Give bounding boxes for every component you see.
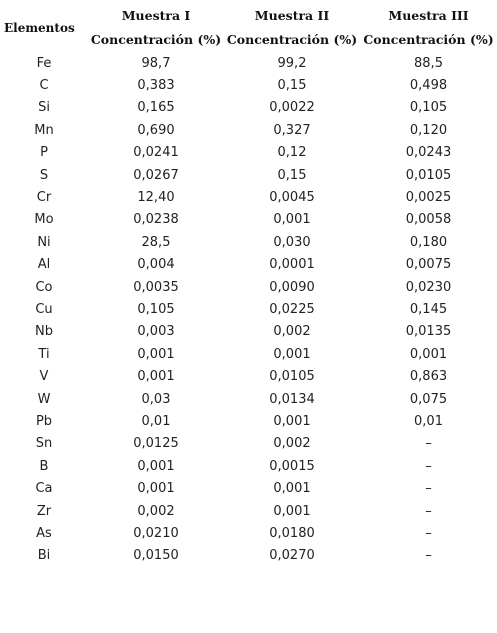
element-symbol: Si [38,100,50,116]
concentration-cell-sample-1: 0,01 [141,413,171,429]
element-symbol-cell [0,186,88,208]
concentration-cell-sample-2: 0,030 [273,234,311,250]
concentration-cell-sample-3: 0,105 [409,100,448,116]
element-symbol-cell [0,545,88,567]
table-row [0,231,497,253]
element-symbol: Ni [37,234,51,250]
element-symbol: C [39,78,49,94]
column-header-sample-3: Muestra III [388,8,469,23]
concentration-cell-sample-1: 0,0125 [133,436,179,452]
table-row [0,388,497,410]
table-row [0,209,497,231]
concentration-cell-sample-1: 0,0241 [133,145,179,161]
element-symbol-cell [0,522,88,544]
concentration-cell-sample-2: 0,001 [273,413,311,429]
concentration-cell-sample-1: 28,5 [141,234,171,250]
element-symbol: W [37,391,51,407]
concentration-cell-sample-1: 0,0238 [133,212,179,228]
concentration-cell-sample-3: – [425,481,432,497]
concentration-cell-sample-2: 0,15 [277,78,307,94]
table-row [0,186,497,208]
table-row [0,477,497,499]
element-symbol: As [36,525,52,541]
concentration-cell-sample-3: 0,01 [414,413,443,429]
element-symbol: Ti [38,346,50,362]
element-symbol: Cr [36,190,52,206]
concentration-cell-sample-3: 0,498 [409,78,448,94]
table-row [0,410,497,432]
table-row [0,522,497,544]
concentration-cell-sample-3: 0,145 [409,301,448,317]
concentration-cell-sample-1: 0,0150 [133,548,179,564]
column-subheader-sample-3: Concentración (%) [363,32,494,47]
element-symbol-cell [0,276,88,298]
concentration-cell-sample-3: 0,0025 [405,190,452,206]
element-symbol: Mn [34,122,54,138]
table-row [0,97,497,119]
concentration-cell-sample-1: 0,0210 [133,525,179,541]
column-subheader-sample-1: Concentración (%) [90,32,222,47]
element-symbol: Al [37,257,51,273]
element-symbol-cell [0,231,88,253]
element-symbol-cell [0,455,88,477]
concentration-cell-sample-3: – [425,503,432,519]
element-symbol-cell [0,97,88,119]
concentration-cell-sample-1: 0,105 [137,301,175,317]
composition-table [0,4,497,567]
concentration-cell-sample-3: 0,0105 [405,167,452,183]
concentration-cell-sample-2: 0,001 [273,212,311,228]
concentration-cell-sample-1: 0,383 [137,78,175,94]
element-symbol-cell [0,321,88,343]
table-body [0,52,497,567]
concentration-cell-sample-2: 0,0001 [269,257,315,273]
element-symbol-cell [0,74,88,96]
table-row [0,343,497,365]
concentration-cell-sample-3: 0,0230 [405,279,452,295]
element-symbol-cell [0,142,88,164]
element-symbol: V [39,369,49,385]
concentration-cell-sample-1: 0,001 [137,481,175,497]
element-symbol: Ca [35,481,53,497]
concentration-cell-sample-2: 0,001 [273,346,311,362]
table-row [0,298,497,320]
concentration-cell-sample-2: 0,0022 [269,100,315,116]
element-symbol: Zr [36,503,52,519]
element-symbol-cell [0,500,88,522]
element-symbol-cell [0,209,88,231]
table-row [0,500,497,522]
table-row [0,74,497,96]
table-row [0,119,497,141]
concentration-cell-sample-3: 0,0135 [405,324,452,340]
concentration-cell-sample-2: 0,002 [273,324,311,340]
concentration-cell-sample-2: 0,0045 [269,190,315,206]
concentration-cell-sample-2: 0,327 [273,122,311,138]
concentration-cell-sample-1: 0,0267 [133,167,179,183]
table-row [0,321,497,343]
table-row [0,545,497,567]
concentration-cell-sample-3: 0,075 [409,391,448,407]
concentration-cell-sample-3: 0,0243 [405,145,452,161]
element-symbol: Cu [35,301,53,317]
concentration-cell-sample-2: 0,0015 [269,458,315,474]
concentration-cell-sample-1: 0,001 [137,458,175,474]
concentration-cell-sample-2: 0,0105 [269,369,315,385]
concentration-cell-sample-1: 0,690 [137,122,175,138]
concentration-cell-sample-2: 99,2 [277,55,307,71]
concentration-cell-sample-3: – [425,436,432,452]
concentration-cell-sample-1: 0,001 [137,346,175,362]
concentration-cell-sample-3: – [425,525,432,541]
table-row [0,276,497,298]
element-symbol-cell [0,254,88,276]
concentration-cell-sample-2: 0,001 [273,481,311,497]
concentration-cell-sample-1: 0,0035 [133,279,179,295]
element-symbol-cell [0,298,88,320]
concentration-cell-sample-1: 0,001 [137,369,175,385]
concentration-cell-sample-1: 0,004 [137,257,175,273]
concentration-cell-sample-3: 0,180 [409,234,448,250]
element-symbol: Co [35,279,53,295]
element-symbol: Nb [35,324,53,340]
concentration-cell-sample-1: 0,002 [137,503,175,519]
element-symbol-cell [0,365,88,387]
concentration-cell-sample-1: 98,7 [141,55,171,71]
element-symbol: Fe [36,55,52,71]
concentration-cell-sample-3: 88,5 [414,55,443,71]
column-header-sample-2: Muestra II [254,8,330,23]
table-row [0,164,497,186]
element-symbol: P [40,145,48,161]
concentration-cell-sample-3: 0,001 [409,346,448,362]
concentration-cell-sample-2: 0,0090 [269,279,315,295]
column-header-sample-1: Muestra I [121,8,191,23]
element-symbol: Mo [34,212,54,228]
element-symbol: Sn [35,436,53,452]
table-row [0,455,497,477]
concentration-cell-sample-3: 0,120 [409,122,448,138]
concentration-cell-sample-1: 0,165 [137,100,175,116]
concentration-cell-sample-2: 0,002 [273,436,311,452]
column-subheader-sample-2: Concentración (%) [226,32,358,47]
element-symbol-cell [0,477,88,499]
element-symbol: S [39,167,49,183]
element-symbol-cell [0,52,88,74]
table-row [0,142,497,164]
concentration-cell-sample-1: 12,40 [137,190,175,206]
table-row [0,365,497,387]
concentration-cell-sample-2: 0,0270 [269,548,315,564]
concentration-cell-sample-3: – [425,458,432,474]
element-symbol-cell [0,164,88,186]
table-row [0,52,497,74]
element-symbol: Bi [37,548,51,564]
header-row-samples [0,4,497,28]
concentration-cell-sample-1: 0,003 [137,324,175,340]
element-symbol: Pb [35,413,53,429]
concentration-cell-sample-3: 0,0075 [405,257,452,273]
concentration-cell-sample-3: – [425,548,432,564]
concentration-cell-sample-3: 0,0058 [405,212,452,228]
element-symbol-cell [0,388,88,410]
element-symbol-cell [0,410,88,432]
element-symbol-cell [0,343,88,365]
concentration-cell-sample-2: 0,15 [277,167,307,183]
element-symbol-cell [0,433,88,455]
column-header-elements: Elementos [4,21,75,35]
element-symbol: B [39,458,49,474]
concentration-cell-sample-2: 0,0134 [269,391,315,407]
table-row [0,254,497,276]
concentration-cell-sample-2: 0,12 [277,145,307,161]
element-symbol-cell [0,119,88,141]
concentration-cell-sample-2: 0,001 [273,503,311,519]
table-row [0,433,497,455]
concentration-cell-sample-2: 0,0225 [269,301,315,317]
concentration-cell-sample-1: 0,03 [141,391,171,407]
concentration-cell-sample-2: 0,0180 [269,525,315,541]
concentration-cell-sample-3: 0,863 [409,369,448,385]
